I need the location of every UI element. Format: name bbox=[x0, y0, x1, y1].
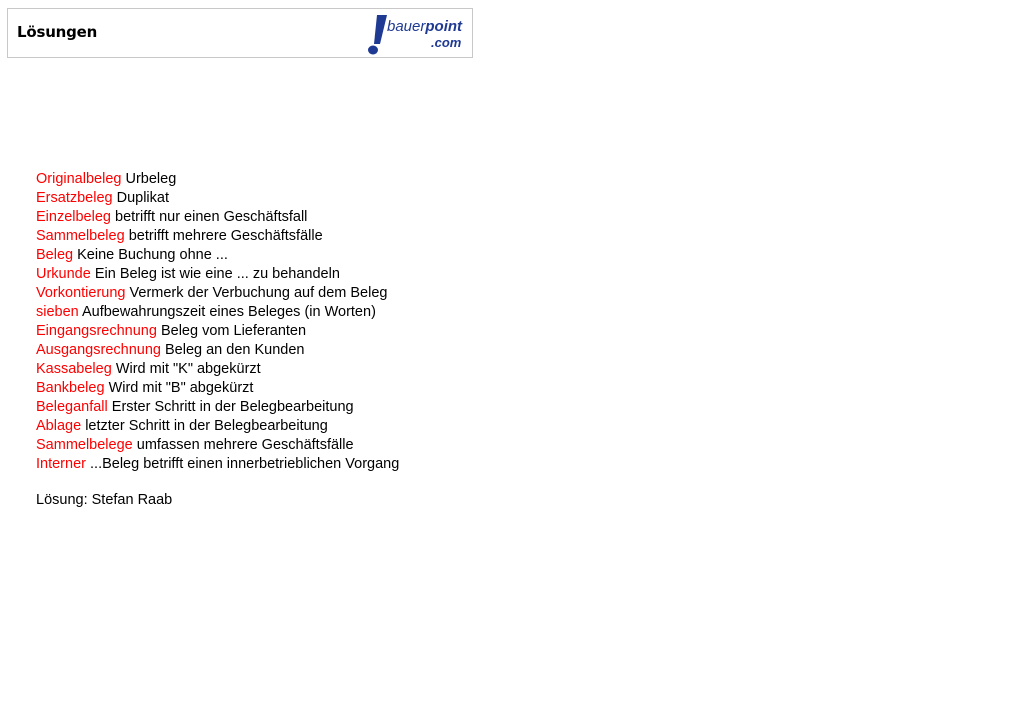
glossary-term: Ausgangsrechnung bbox=[36, 342, 161, 358]
glossary-item bbox=[36, 227, 399, 246]
glossary-item bbox=[36, 303, 399, 322]
glossary-definition: umfassen mehrere Geschäftsfälle bbox=[136, 437, 354, 453]
glossary-item bbox=[36, 341, 399, 360]
glossary-term: sieben bbox=[36, 304, 79, 320]
glossary-term: Beleg bbox=[36, 247, 74, 263]
glossary-item bbox=[36, 436, 399, 455]
glossary-term: Ablage bbox=[36, 418, 82, 434]
glossary-item bbox=[36, 398, 399, 417]
glossary-definition: letzter Schritt in der Belegbearbeitung bbox=[85, 418, 328, 434]
bauerpoint-logo bbox=[363, 13, 473, 55]
glossary-item bbox=[36, 170, 399, 189]
glossary-definition: Keine Buchung ohne ... bbox=[77, 247, 228, 263]
glossary-item bbox=[36, 455, 399, 474]
solution-credit: Lösung: Stefan Raab bbox=[36, 492, 173, 508]
glossary-term: Bankbeleg bbox=[36, 380, 105, 396]
glossary-term: Originalbeleg bbox=[36, 171, 122, 187]
glossary-list bbox=[36, 170, 399, 474]
glossary-item bbox=[36, 265, 399, 284]
header-box bbox=[7, 8, 473, 58]
glossary-definition: betrifft mehrere Geschäftsfälle bbox=[128, 228, 323, 244]
glossary-definition: Wird mit "K" abgekürzt bbox=[115, 361, 261, 377]
glossary-definition: Beleg vom Lieferanten bbox=[160, 323, 307, 339]
glossary-definition: Wird mit "B" abgekürzt bbox=[108, 380, 254, 396]
glossary-definition: Vermerk der Verbuchung auf dem Beleg bbox=[129, 285, 388, 301]
glossary-definition: Beleg an den Kunden bbox=[165, 342, 305, 358]
glossary-definition: Urbeleg bbox=[125, 171, 177, 187]
glossary-term: Interner bbox=[36, 456, 86, 472]
logo-brand-part2: point bbox=[425, 18, 463, 35]
glossary-term: Sammelbelege bbox=[36, 437, 133, 453]
glossary-term: Sammelbeleg bbox=[36, 228, 125, 244]
glossary-definition: betrifft nur einen Geschäftsfall bbox=[115, 209, 308, 225]
glossary-item bbox=[36, 379, 399, 398]
logo-brand-part1: bauer bbox=[387, 18, 426, 35]
glossary-definition: Ein Beleg ist wie eine ... zu behandeln bbox=[94, 266, 340, 282]
glossary-item bbox=[36, 417, 399, 436]
glossary-item bbox=[36, 284, 399, 303]
glossary-term: Einzelbeleg bbox=[36, 209, 111, 225]
glossary-definition: Duplikat bbox=[116, 190, 169, 206]
logo-domain: .com bbox=[431, 35, 462, 50]
glossary-term: Urkunde bbox=[36, 266, 91, 282]
glossary-item bbox=[36, 246, 399, 265]
glossary-term: Kassabeleg bbox=[36, 361, 112, 377]
glossary-item bbox=[36, 360, 399, 379]
glossary-item bbox=[36, 322, 399, 341]
glossary-definition: Erster Schritt in der Belegbearbeitung bbox=[111, 399, 354, 415]
logo-wordmark bbox=[387, 19, 462, 34]
glossary-term: Vorkontierung bbox=[36, 285, 126, 301]
glossary-term: Eingangsrechnung bbox=[36, 323, 157, 339]
glossary-term: Ersatzbeleg bbox=[36, 190, 113, 206]
glossary-definition: Aufbewahrungszeit eines Beleges (in Worten) bbox=[81, 304, 376, 320]
glossary-item bbox=[36, 208, 399, 227]
glossary-item bbox=[36, 189, 399, 208]
page-title: Lösungen bbox=[17, 23, 98, 41]
exclamation-icon bbox=[363, 13, 389, 55]
glossary-definition: ...Beleg betrifft einen innerbetrieblichen Vorgang bbox=[90, 456, 400, 472]
glossary-term: Beleganfall bbox=[36, 399, 108, 415]
